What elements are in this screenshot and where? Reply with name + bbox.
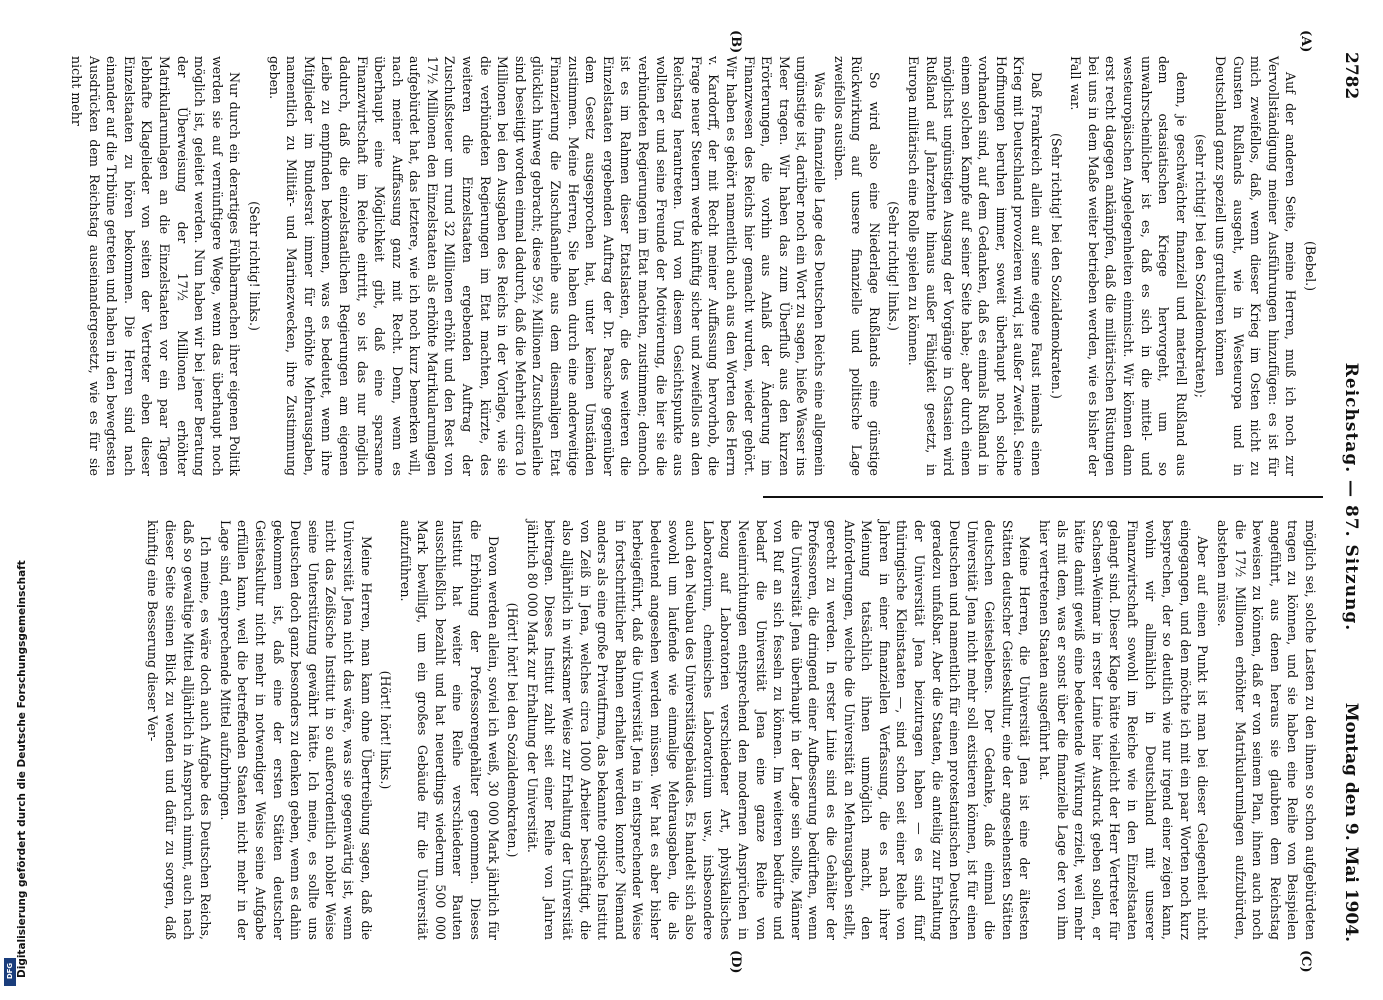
- paragraph: denn, je geschwächter finanziell und materiell Rußland aus dem ostasiatischen Kriege hervorgeht, um so unwahrscheinlicher ist es, daß es sich in die mittel- und westeuropäischen Angelegenheiten einmischt. Wir können dann erst recht dagegen ankämpfen, daß die militärischen Rüstungen bei uns in dem Maße weiter betrieben werden, wie es bisher der Fall war.: [1068, 56, 1189, 476]
- interjection: (Sehr richtig! links.): [886, 201, 902, 331]
- interjection: (Sehr richtig! bei den Sozialdemokraten.): [1048, 133, 1064, 399]
- margin-mark-a: (A): [1298, 30, 1313, 53]
- digitization-credit: [2, 560, 28, 998]
- paragraph: Daß Frankreich allein auf seine eigene Faust niemals einen Krieg mit Deutschland provozieren wird, ist außer Zweifel. Seine Hoffnungen beruhen immer, soweit überhaupt noch solche vorhanden sind, auf dem Gedanken, daß es einmals Rußland in einem solchen Kampfe auf seiner Seite habe; aber durch einen möglichst ungünstigen Ausgang der Vorgänge in Ostasien wird Rußland auf Jahrzehnte hinaus außer Fähigkeit gesetzt, in Europa militärisch eine Rolle spielen zu können.: [905, 56, 1045, 476]
- page-number: 2782: [1341, 52, 1361, 100]
- paragraph: möglich sei, solche Lasten zu den ihnen so schon aufgebürdeten tragen zu können, und sie haben eine Reihe von Beispielen angeführt, aus denen heraus sie glaubten dem Reichstag beweisen zu können, daß er von seinem Plan, ihnen auch noch die 17½ Millionen erhöhter Matrikularumlagen aufzubürden, abstehen müsse.: [1215, 520, 1318, 940]
- session-date: Montag den 9. Mai 1904.: [1341, 702, 1361, 942]
- paragraph: Nur durch ein derartiges Fühlbarmachen ihrer eigenen Politik werden sie auf vernünftigere Wege, wenn das überhaupt noch möglich ist, geleitet werden. Nun haben wir bei jener Beratung der Überweisung der 17½ Millionen erhöhter Matrikularumlagen an die Einzelstaaten vor ein paar Tagen lebhafte Klagelieder von seiten der Vertreter eben dieser Einzelstaaten zu hören bekommen. Die Herren sind nach einander auf die Tribüne getreten und haben in den bewegtesten Ausdrücken dem Reichstag auseinandergesetzt, wie es für sie nicht mehr: [69, 56, 243, 476]
- credit-text: Digitalisierung gefördert durch die Deutsche Forschungsgemeinschaft: [16, 560, 28, 978]
- page-title: Reichstag. — 87. Sitzung.: [1341, 362, 1361, 632]
- paragraph: So wird also eine Niederlage Rußlands eine günstige Rückwirkung auf unsere finanzielle und politische Lage zweifellos ausüben.: [831, 56, 882, 476]
- interjection: (Hört! hört! links.): [378, 670, 394, 790]
- paragraph: Meine Herren, die Universität Jena ist eine der ältesten Stätten deutscher Geisteskultur, eine der angesehensten Stätten deutschen Geisteslebens. Der Gedanke, daß einmal die Universität Jena nicht mehr soll existieren können, ist für einen Deutschen und namentlich für einen protestantischen Deutschen geradezu unfaßbar. Aber die Staaten, die anteilig zur Erhaltung der Universität Jena beizutragen haben — es sind fünf thüringische Kleinstaaten —, sind schon seit einer Reihe von Jahren in einer finanziellen Verfassung, die es nach ihrer Meinung tatsächlich ihnen unmöglich macht, den Anforderungen, welche die Universität an Mehrausgaben stellt, gerecht zu werden. In erster Linie sind es die Gehälter der Professoren, die dringend einer Aufbesserung bedürften, wenn die Universität Jena überhaupt in der Lage sein sollte, Männer von Ruf an sich fesseln zu können. Im weiteren bedürfte und bedarf die Universität Jena eine ganze Reihe von Neueinrichtungen entsprechend den modernen Ansprüchen in bezug auf Laboratorien verschiedener Art, physikalisches Laboratorium, chemisches Laboratorium usw., insbesondere auch den Neubau des Universitätsgebäudes. Es handelt sich also sowohl um laufende wie einmalige Mehrausgaben, die als bedeutend angesehen werden müssen. Wer hat es aber bisher herbeigeführt, daß die Universität Jena in entsprechender Weise in fortschrittlicher Bahnen erhalten werden konnte? Niemand anders als eine große Privatfirma, das bekannte optische Institut von Zeiß in Jena, welches circa 1000 Arbeiter beschäftigt, die also alljährlich in wirksamer Weise zur Erhaltung der Universität beitragen. Dieses Institut zahlt seit einer Reihe von Jahren jährlich 80 000 Mark zur Erhaltung der Universität.: [524, 520, 1033, 940]
- margin-mark-c: (C): [1298, 950, 1313, 973]
- margin-mark-b: (B): [728, 30, 743, 54]
- paragraph: Ich meine, es wäre doch auch Aufgabe des Deutschen Reichs, daß so gewaltige Mittel alljährlich in Anspruch nimmt, auch nach dieser Seite seinen Blick zu wenden und dafür zu sorgen, daß künftig eine Besserung dieser Ver-: [145, 520, 214, 940]
- interjection: (Sehr richtig! links.): [246, 201, 262, 331]
- margin-mark-d: (D): [728, 950, 743, 974]
- interjection: (sehr richtig! bei den Sozialdemokraten);: [1193, 134, 1209, 398]
- paragraph: Was die finanzielle Lage des Deutschen Reichs eine allgemein ungünstige ist, darüber noch ein Wort zu sagen, hieße Wasser ins Meer tragen. Wir haben das zum Überfluß aus den kurzen Erörterungen, die vorhin aus Anlaß der Änderung im Finanzwesen des Reichs hier gemacht wurden, wieder gehört. Wir haben es gehört namentlich auch aus den Worten des Herrn v. Kardorff, der mit Recht meiner Auffassung hervorhob, die Frage neuer Steuern werde künftig sicher und zweifellos an den Reichstag herantreten. Und von diesem Gesichtspunkte aus wollten er und seine Freunde der Motivierung, die hier sie die verbündeten Regierungen im Etat machten, zustimmen; dennoch ist es im Rahmen dieser Etatslasten, die des weiteren die Einzelstaaten ergebenden Auftrag der Dr. Paasche gegenüber dem Gesetz ausgesprochen hat, unter keinen Umständen zustimmen. Meine Herren, Sie haben durch eine anderweitige Finanzierung die Zuschußanleihe aus dem diesmaligen Etat glücklich hinweg gebracht; diese 59½ Millionen Zuschußanleihe sind beseitigt worden einmal dadurch, daß die Mehrheit circa 10 Millionen bei den Ausgaben des Reichs in der Vorlage, wie sie die verbündeten Regierungen im Etat machten, kürzte, des weiteren die Einzelstaaten ergebenden Auftrag der Zuschußsteuer um rund 32 Millionen erhöht und den Rest von 17½ Millionen den Einzelstaaten als erhöhte Matrikularumlagen aufgebürdet hat, das letztere, wie ich noch kurz bemerken will, nach meiner Auffassung ganz mit Recht. Denn, wenn es überhaupt eine Möglichkeit gibt, daß eine sparsame Finanzwirtschaft im Reiche eintritt, so ist das nur möglich dadurch, daß die einzelstaatlichen Regierungen am eigenen Leibe zu empfinden bekommen, was es bedeutet, wenn ihre Mitglieder im Bundesrat immer für erhöhte Mehrausgaben, namentlich zu Militär- und Marinezwecken, ihre Zustimmung geben.: [266, 56, 827, 476]
- dfg-logo-text: DFG: [6, 962, 14, 980]
- dfg-logo: [4, 958, 16, 986]
- page-header: [1335, 52, 1365, 942]
- column-divider: [763, 496, 1323, 498]
- interjection: (Hört! hört! bei den Sozialdemokraten.): [505, 602, 521, 858]
- left-text-column: [49, 56, 1319, 476]
- paragraph: Davon werden allein, soviel ich weiß, 30 000 Mark jährlich für die Erhöhung der Professorengehälter genommen. Dieses Institut hat weiter eine Reihe verschiedener Bauten ausschließlich bezahlt und hat neuerdings wiederum 500 000 Mark bewilligt, um ein großes Gebäude für die Universität aufzuführen.: [397, 520, 501, 940]
- speaker-name: (Bebel.): [1303, 240, 1318, 292]
- paragraph: Meine Herren, man kann ohne Übertreibung sagen, daß die Universität Jena nicht das wäre, was sie gegenwärtig ist, wenn nicht das Zeißische Institut in so außerordentlich nobler Weise seine Unterstützung gewährt hätte. Ich meine, es sollte uns Deutschen doch ganz besonders zu denken geben, wenn es dahin gekommen ist, daß eine der ersten Stätten deutscher Geisteskultur nicht mehr in notwendiger Weise seine Aufgabe erfüllen kann, weil die betreffenden Staaten nicht mehr in der Lage sind, entsprechende Mittel aufzubringen.: [217, 520, 374, 940]
- paragraph: Aber auf einen Punkt ist man bei dieser Gelegenheit nicht eingegangen, und den möchte ich mit ein paar Worten noch kurz besprechen, der so deutlich wie nur irgend einer zeigen kann, wohin wir allmählich in Deutschland mit unserer Finanzwirtschaft sowohl im Reiche wie in den Einzelstaaten gelangt sind. Dieser Klage hätte vielleicht der Herr Vertreter für Sachsen-Weimar in erster Linie hier Ausdruck geben sollen, er hätte damit gewiß eine bedeutende Wirkung erzielt, weil mehr als mit dem, was er sonst über die finanzielle Lage der von ihm hier vertretenen Staaten ausgeführt hat.: [1037, 520, 1211, 940]
- paragraph: Auf der anderen Seite, meine Herren, muß ich noch zur Vervollständigung meiner Ausführungen hinzufügen: es ist für mich zweifellos, daß, wenn dieser Krieg im Osten nicht zu Gunsten Rußlands ausgeht, wie in Westeuropa und in Deutschland ganz speziell uns gratulieren können: [1213, 56, 1299, 476]
- right-text-column: [49, 520, 1319, 940]
